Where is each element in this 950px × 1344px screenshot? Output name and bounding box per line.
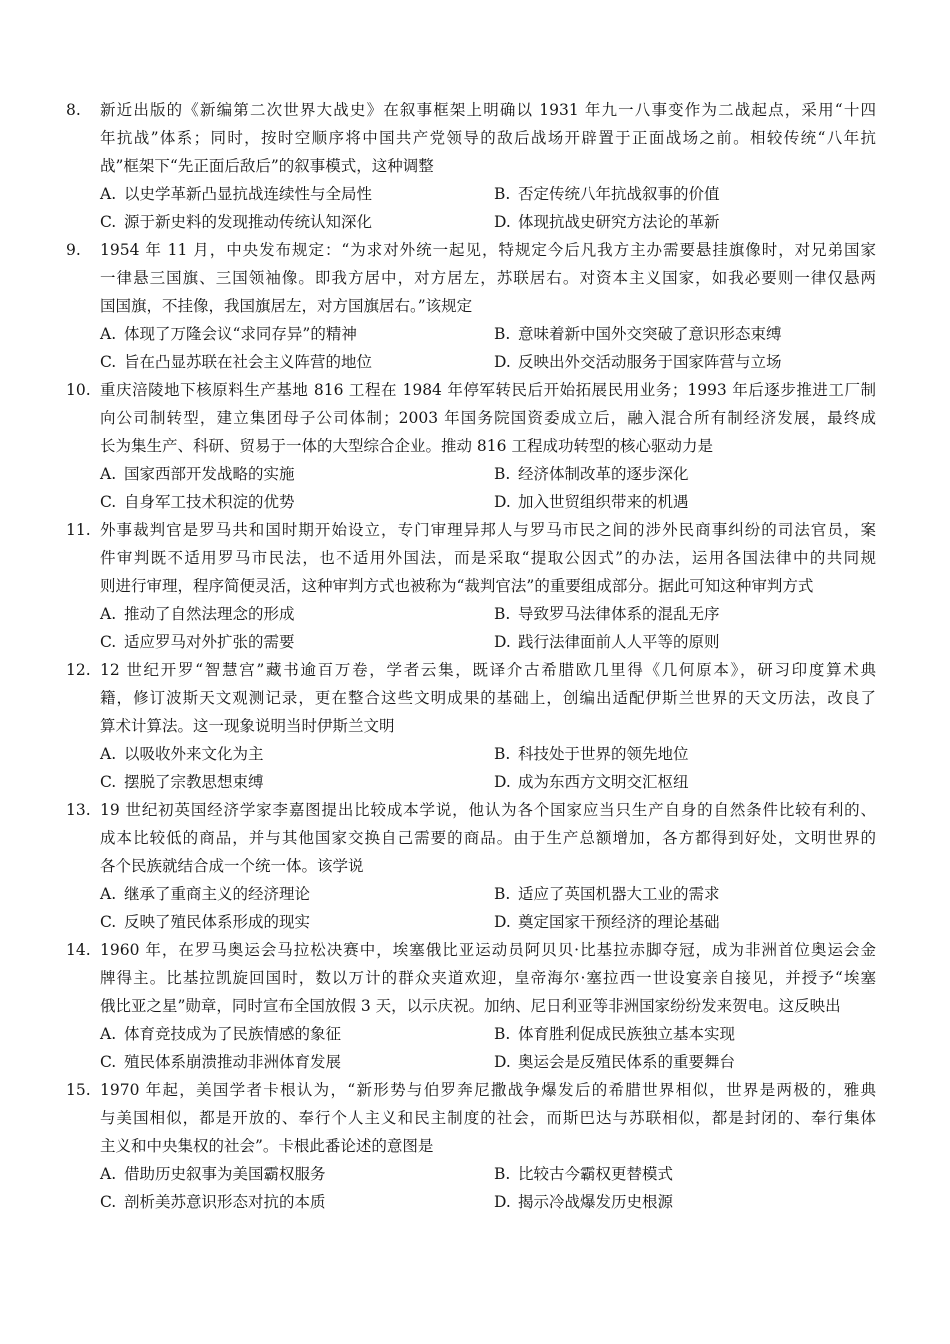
question-stem-line xyxy=(66,404,876,432)
question-stem-line xyxy=(66,1104,876,1132)
option-letter: D. xyxy=(494,913,511,931)
question-stem-text: 牌得主。比基拉凯旋回国时，数以万计的群众夹道欢迎，皇帝海尔·塞拉西一世设宴亲自接见，并授予“埃塞 xyxy=(100,969,876,987)
option-c[interactable] xyxy=(100,768,264,796)
question-stem-text: 1970 年起，美国学者卡根认为，“新形势与伯罗奔尼撒战争爆发后的希腊世界相似，世界是两极的，雅典 xyxy=(100,1081,876,1099)
options xyxy=(66,320,876,376)
question-stem-line xyxy=(66,824,876,852)
question-stem-line xyxy=(66,964,876,992)
option-text: 旨在凸显苏联在社会主义阵营的地位 xyxy=(124,353,373,371)
option-letter: A. xyxy=(100,605,117,623)
option-text: 继承了重商主义的经济理论 xyxy=(124,885,311,903)
options xyxy=(66,880,876,936)
option-c[interactable] xyxy=(100,1048,341,1076)
option-letter: D. xyxy=(494,1053,511,1071)
option-letter: C. xyxy=(100,1053,117,1071)
option-d[interactable] xyxy=(494,1188,673,1216)
question-stem-line xyxy=(66,936,876,964)
option-text: 比较古今霸权更替模式 xyxy=(518,1165,674,1183)
question-stem-line xyxy=(66,516,876,544)
option-letter: A. xyxy=(100,465,117,483)
question-stem-line xyxy=(66,1132,876,1160)
option-text: 科技处于世界的领先地位 xyxy=(518,745,689,763)
option-b[interactable] xyxy=(494,880,720,908)
option-c[interactable] xyxy=(100,208,372,236)
question-stem-line xyxy=(66,96,876,124)
question-stem-text: 主义和中央集权的社会”。卡根此番论述的意图是 xyxy=(100,1137,434,1155)
question-stem-text: 一律悬三国旗、三国领袖像。即我方居中，对方居左，苏联居右。对资本主义国家，如我必要则一律仅悬两 xyxy=(100,269,876,287)
question-stem-text: 19 世纪初英国经济学家李嘉图提出比较成本学说，他认为各个国家应当只生产自身的自然条件比较有利的、 xyxy=(100,801,876,819)
option-text: 剖析美苏意识形态对抗的本质 xyxy=(124,1193,326,1211)
option-text: 奥运会是反殖民体系的重要舞台 xyxy=(518,1053,736,1071)
question-stem-text: 1954 年 11 月，中央发布规定：“为求对外统一起见，特规定今后凡我方主办需要悬挂旗像时，对兄弟国家 xyxy=(100,241,876,259)
question-stem-text: 向公司制转型，建立集团母子公司体制；2003 年国务院国资委成立后，融入混合所有制经济发展，最终成 xyxy=(100,409,876,427)
option-b[interactable] xyxy=(494,180,720,208)
option-b[interactable] xyxy=(494,1020,735,1048)
option-letter: B. xyxy=(494,325,511,343)
option-letter: D. xyxy=(494,1193,511,1211)
option-text: 国家西部开发战略的实施 xyxy=(124,465,295,483)
question-15 xyxy=(66,1076,876,1216)
question-stem-text: 长为集生产、科研、贸易于一体的大型综合企业。推动 816 工程成功转型的核心驱动力是 xyxy=(100,437,713,455)
question-number: 11. xyxy=(66,521,91,539)
question-stem-text: 与美国相似，都是开放的、奉行个人主义和民主制度的社会，而斯巴达与苏联相似，都是封闭的、奉行集体 xyxy=(100,1109,876,1127)
question-stem-text: 12 世纪开罗“智慧宫”藏书逾百万卷，学者云集，既译介古希腊欧几里得《几何原本》，研习印度算术典 xyxy=(100,661,876,679)
option-text: 摆脱了宗教思想束缚 xyxy=(124,773,264,791)
option-c[interactable] xyxy=(100,488,295,516)
question-stem-text: 新近出版的《新编第二次世界大战史》在叙事框架上明确以 1931 年九一八事变作为二战起点，采用“十四 xyxy=(100,101,876,119)
option-letter: C. xyxy=(100,1193,117,1211)
question-11 xyxy=(66,516,876,656)
option-text: 源于新史料的发现推动传统认知深化 xyxy=(124,213,373,231)
option-a[interactable] xyxy=(100,320,357,348)
options xyxy=(66,460,876,516)
options xyxy=(66,740,876,796)
option-d[interactable] xyxy=(494,208,720,236)
option-letter: C. xyxy=(100,633,117,651)
question-stem-line xyxy=(66,796,876,824)
question-stem-line xyxy=(66,684,876,712)
option-text: 践行法律面前人人平等的原则 xyxy=(518,633,720,651)
option-text: 否定传统八年抗战叙事的价值 xyxy=(518,185,720,203)
option-text: 加入世贸组织带来的机遇 xyxy=(518,493,689,511)
question-stem-text: 外事裁判官是罗马共和国时期开始设立，专门审理异邦人与罗马市民之间的涉外民商事纠纷的司法官员，案 xyxy=(100,521,876,539)
option-c[interactable] xyxy=(100,1188,326,1216)
option-a[interactable] xyxy=(100,460,295,488)
option-d[interactable] xyxy=(494,768,689,796)
option-c[interactable] xyxy=(100,908,310,936)
option-a[interactable] xyxy=(100,880,310,908)
option-text: 体育胜利促成民族独立基本实现 xyxy=(518,1025,736,1043)
option-text: 适应了英国机器大工业的需求 xyxy=(518,885,720,903)
question-stem-line xyxy=(66,1076,876,1104)
option-letter: D. xyxy=(494,773,511,791)
option-letter: B. xyxy=(494,465,511,483)
option-a[interactable] xyxy=(100,1020,341,1048)
option-letter: B. xyxy=(494,745,511,763)
question-number: 10. xyxy=(66,381,91,399)
option-letter: A. xyxy=(100,745,117,763)
option-letter: D. xyxy=(494,353,511,371)
option-text: 奠定国家干预经济的理论基础 xyxy=(518,913,720,931)
option-letter: B. xyxy=(494,1165,511,1183)
question-stem-line xyxy=(66,544,876,572)
option-letter: A. xyxy=(100,1025,117,1043)
option-a[interactable] xyxy=(100,1160,326,1188)
option-text: 自身军工技术积淀的优势 xyxy=(124,493,295,511)
question-stem-line xyxy=(66,656,876,684)
question-number: 13. xyxy=(66,801,91,819)
option-b[interactable] xyxy=(494,320,782,348)
option-letter: D. xyxy=(494,633,511,651)
option-letter: B. xyxy=(494,885,511,903)
option-a[interactable] xyxy=(100,740,264,768)
question-stem-line xyxy=(66,124,876,152)
option-d[interactable] xyxy=(494,908,720,936)
option-b[interactable] xyxy=(494,1160,673,1188)
option-letter: A. xyxy=(100,185,117,203)
option-d[interactable] xyxy=(494,628,720,656)
question-number: 8. xyxy=(66,101,81,119)
option-text: 意味着新中国外交突破了意识形态束缚 xyxy=(518,325,782,343)
question-stem-line xyxy=(66,432,876,460)
option-b[interactable] xyxy=(494,740,689,768)
question-number: 14. xyxy=(66,941,91,959)
option-text: 以吸收外来文化为主 xyxy=(124,745,264,763)
question-stem-line xyxy=(66,236,876,264)
question-12 xyxy=(66,656,876,796)
question-stem-line xyxy=(66,572,876,600)
option-d[interactable] xyxy=(494,488,689,516)
question-stem-text: 件审判既不适用罗马市民法，也不适用外国法，而是采取“提取公因式”的办法，运用各国法律中的共同规 xyxy=(100,549,876,567)
option-c[interactable] xyxy=(100,348,372,376)
option-b[interactable] xyxy=(494,460,689,488)
question-10 xyxy=(66,376,876,516)
option-letter: A. xyxy=(100,1165,117,1183)
option-a[interactable] xyxy=(100,600,295,628)
question-stem-text: 俄比亚之星”勋章，同时宣布全国放假 3 天，以示庆祝。加纳、尼日利亚等非洲国家纷纷发来贺电。这反映出 xyxy=(100,997,841,1015)
question-stem-text: 籍，修订波斯天文观测记录，更在整合这些文明成果的基础上，创编出适配伊斯兰世界的天文历法，改良了 xyxy=(100,689,876,707)
question-9 xyxy=(66,236,876,376)
question-stem-line xyxy=(66,712,876,740)
option-letter: D. xyxy=(494,213,511,231)
option-text: 反映出外交活动服务于国家阵营与立场 xyxy=(518,353,782,371)
question-stem-text: 成本比较低的商品，并与其他国家交换自己需要的商品。由于生产总额增加，各方都得到好处，文明世界的 xyxy=(100,829,876,847)
question-stem-text: 年抗战”体系；同时，按时空顺序将中国共产党领导的敌后战场开辟置于正面战场之前。相较传统“八年抗 xyxy=(100,129,876,147)
question-stem-line xyxy=(66,852,876,880)
option-letter: B. xyxy=(494,1025,511,1043)
options xyxy=(66,180,876,236)
option-letter: C. xyxy=(100,493,117,511)
option-text: 导致罗马法律体系的混乱无序 xyxy=(518,605,720,623)
option-a[interactable] xyxy=(100,180,372,208)
question-14 xyxy=(66,936,876,1076)
question-stem-text: 战”框架下“先正面后敌后”的叙事模式，这种调整 xyxy=(100,157,434,175)
option-text: 以史学革新凸显抗战连续性与全局性 xyxy=(124,185,373,203)
question-stem-text: 1960 年，在罗马奥运会马拉松决赛中，埃塞俄比亚运动员阿贝贝·比基拉赤脚夺冠，成为非洲首位奥运会金 xyxy=(100,941,876,959)
option-text: 借助历史叙事为美国霸权服务 xyxy=(124,1165,326,1183)
question-number: 9. xyxy=(66,241,81,259)
option-d[interactable] xyxy=(494,348,782,376)
option-letter: C. xyxy=(100,773,117,791)
question-8 xyxy=(66,96,876,236)
option-text: 推动了自然法理念的形成 xyxy=(124,605,295,623)
option-text: 体育竞技成为了民族情感的象征 xyxy=(124,1025,342,1043)
question-stem-line xyxy=(66,376,876,404)
question-stem-line xyxy=(66,264,876,292)
option-text: 成为东西方文明交汇枢纽 xyxy=(518,773,689,791)
options xyxy=(66,1020,876,1076)
question-stem-text: 国国旗，不挂像，我国旗居左，对方国旗居右。”该规定 xyxy=(100,297,473,315)
question-stem-line xyxy=(66,992,876,1020)
option-text: 体现了万隆会议“求同存异”的精神 xyxy=(124,325,357,343)
option-b[interactable] xyxy=(494,600,720,628)
question-stem-text: 则进行审理，程序简便灵活，这种审判方式也被称为“裁判官法”的重要组成部分。据此可知这种审判方式 xyxy=(100,577,814,595)
options xyxy=(66,600,876,656)
option-text: 体现抗战史研究方法论的革新 xyxy=(518,213,720,231)
option-c[interactable] xyxy=(100,628,295,656)
option-text: 适应罗马对外扩张的需要 xyxy=(124,633,295,651)
option-text: 反映了殖民体系形成的现实 xyxy=(124,913,311,931)
option-letter: A. xyxy=(100,325,117,343)
question-stem-text: 重庆涪陵地下核原料生产基地 816 工程在 1984 年停军转民后开始拓展民用业务；1993 年后逐步推进工厂制 xyxy=(100,381,876,399)
question-stem-text: 各个民族就结合成一个统一体。该学说 xyxy=(100,857,364,875)
question-number: 12. xyxy=(66,661,91,679)
option-text: 揭示冷战爆发历史根源 xyxy=(518,1193,674,1211)
option-text: 殖民体系崩溃推动非洲体育发展 xyxy=(124,1053,342,1071)
option-letter: A. xyxy=(100,885,117,903)
option-d[interactable] xyxy=(494,1048,735,1076)
option-text: 经济体制改革的逐步深化 xyxy=(518,465,689,483)
option-letter: C. xyxy=(100,213,117,231)
options xyxy=(66,1160,876,1216)
question-stem-line xyxy=(66,152,876,180)
question-stem-line xyxy=(66,292,876,320)
option-letter: B. xyxy=(494,605,511,623)
question-13 xyxy=(66,796,876,936)
option-letter: C. xyxy=(100,913,117,931)
option-letter: B. xyxy=(494,185,511,203)
option-letter: C. xyxy=(100,353,117,371)
option-letter: D. xyxy=(494,493,511,511)
question-number: 15. xyxy=(66,1081,91,1099)
question-stem-text: 算术计算法。这一现象说明当时伊斯兰文明 xyxy=(100,717,395,735)
